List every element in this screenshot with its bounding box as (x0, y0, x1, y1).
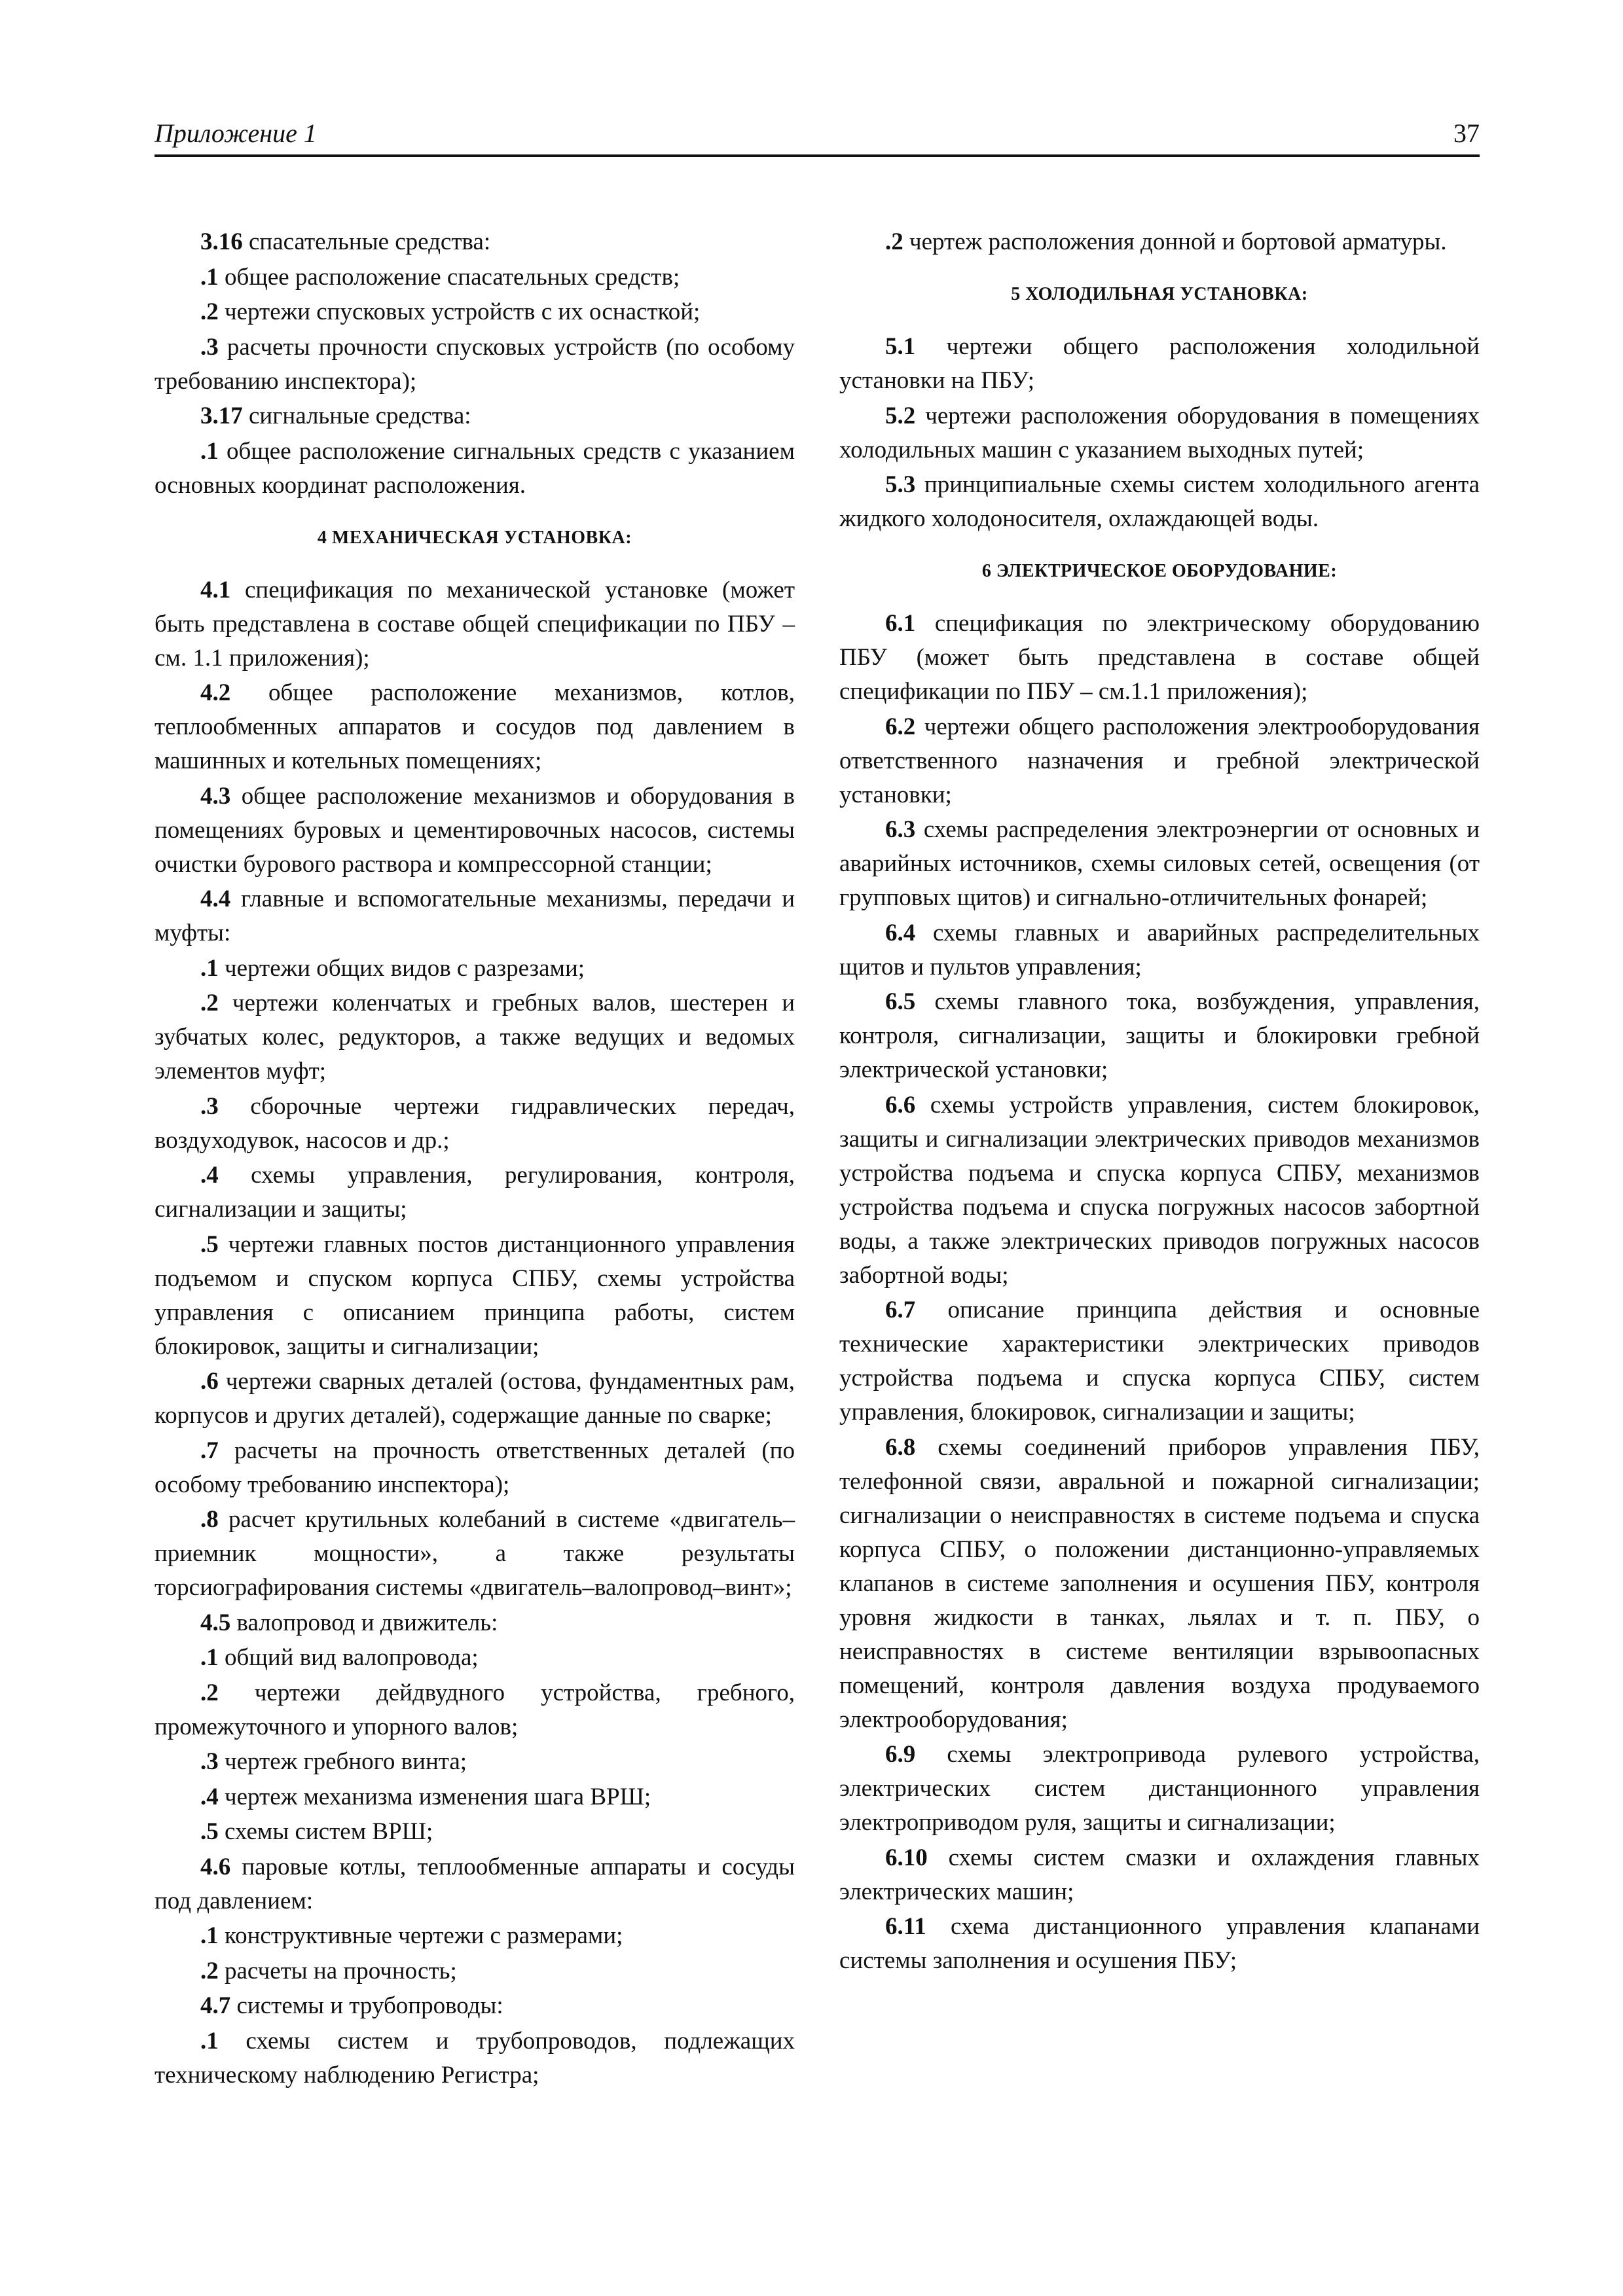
item-number: .2 (200, 1679, 219, 1706)
list-item (839, 1293, 1480, 1429)
item-text: общее расположение механизмов, котлов, теплообменных аппаратов и сосудов под давлением в машинных и котельных помещениях; (155, 679, 795, 774)
item-number: 6.5 (885, 988, 916, 1015)
item-number: .1 (200, 954, 219, 982)
list-item (155, 1158, 795, 1227)
section-heading: 6 ЭЛЕКТРИЧЕСКОЕ ОБОРУДОВАНИЕ: (981, 561, 1338, 581)
item-text: спецификация по электрическому оборудованию ПБУ (может быть представлена в составе общей спецификации по ПБУ – см.1.1 приложения); (839, 610, 1480, 705)
item-number: .6 (200, 1368, 219, 1395)
list-item (839, 468, 1480, 536)
item-number: .1 (200, 2027, 219, 2054)
item-text: общий вид валопровода; (218, 1644, 479, 1671)
list-item (155, 780, 795, 882)
item-number: 6.8 (885, 1433, 916, 1461)
item-number: .8 (200, 1506, 219, 1533)
item-number: .5 (200, 1230, 219, 1258)
item-number: .1 (200, 1644, 219, 1671)
list-item (155, 1954, 795, 1988)
item-text: чертежи спусковых устройств с их оснасткой; (218, 298, 701, 325)
item-text: чертежи коленчатых и гребных валов, шестерен и зубчатых колес, редукторов, а также ведущих и ведомых элементов муфт; (155, 990, 795, 1085)
item-text: сборочные чертежи гидравлических передач, воздуходувок, насосов и др.; (155, 1092, 795, 1154)
running-title: Приложение 1 (155, 118, 317, 148)
item-number: 6.3 (885, 816, 916, 843)
list-item (839, 1088, 1480, 1293)
list-item (839, 1910, 1480, 1978)
item-text: чертежи сварных деталей (остова, фундаментных рам, корпусов и других деталей), содержащие данные по сварке; (155, 1368, 795, 1429)
list-item (839, 607, 1480, 709)
item-number: 5.3 (885, 471, 916, 498)
item-text: схемы главного тока, возбуждения, управления, контроля, сигнализации, защиты и блокировки гребной электрической установки; (839, 988, 1480, 1083)
item-number: 5.1 (885, 333, 916, 360)
page-number: 37 (1453, 118, 1480, 148)
item-text: схемы систем и трубопроводов, подлежащих техническому наблюдению Регистра; (155, 2027, 795, 2089)
list-item (155, 1606, 795, 1640)
item-number: .3 (200, 1092, 219, 1120)
item-number: 6.2 (885, 713, 916, 740)
list-item (155, 1503, 795, 1605)
list-item (155, 1745, 795, 1779)
item-text: схемы устройств управления, систем блокировок, защиты и сигнализации электрических приводов механизмов устройства подъема и спуска корпуса СПБУ, механизмов устройства подъема и спуска погружных насосов забортной воды, а также электрических приводов погружных насосов забортной воды; (839, 1091, 1480, 1289)
item-number: 4.6 (200, 1853, 231, 1880)
item-text: схемы соединений приборов управления ПБУ, телефонной связи, авральной и пожарной сигнализации; сигнализации о неисправностях в системе подъема и спуска корпуса СПБУ, о положении дистанционно-управляемых клапанов в системе заполнения и осушения ПБУ, контроля уровня жидкости в танках, льялах и т. п. ПБУ, о неисправностях в системе вентиляции взрывоопасных помещений, контроля давления воздуха продуваемого электрооборудования; (839, 1433, 1480, 1733)
item-number: 3.16 (200, 228, 243, 255)
item-text: расчеты прочности спусковых устройств (по особому требованию инспектора); (155, 333, 795, 395)
item-text: чертежи общих видов с разрезами; (218, 954, 585, 982)
item-number: 4.4 (200, 886, 231, 912)
item-number: 6.1 (885, 610, 916, 637)
list-item (839, 985, 1480, 1087)
item-text: общее расположение спасательных средств; (218, 263, 680, 291)
list-item (155, 1989, 795, 2023)
item-number: 6.4 (885, 919, 916, 946)
item-text: спасательные средства: (242, 228, 491, 255)
item-text: чертеж расположения донной и бортовой арматуры. (903, 228, 1447, 255)
list-item (155, 1780, 795, 1814)
item-text: схема дистанционного управления клапанами системы заполнения и осушения ПБУ; (839, 1913, 1480, 1974)
list-item (155, 399, 795, 433)
list-item (839, 330, 1480, 398)
list-item (155, 1434, 795, 1502)
page-header (155, 115, 1480, 157)
item-text: чертежи общего расположения электрооборудования ответственного назначения и гребной электрической установки; (839, 713, 1480, 808)
list-item (155, 331, 795, 399)
item-number: 6.10 (885, 1844, 928, 1871)
list-item (839, 916, 1480, 984)
list-item (155, 1365, 795, 1433)
item-text: схемы систем ВРШ; (218, 1818, 433, 1845)
item-number: 6.9 (885, 1741, 916, 1768)
list-item (155, 435, 795, 503)
item-text: чертежи главных постов дистанционного управления подъемом и спуском корпуса СПБУ, схемы устройства управления с описанием принципа работы, систем блокировок, защиты и сигнализации; (155, 1230, 795, 1360)
item-number: 4.3 (200, 782, 231, 810)
item-number: .3 (200, 1748, 219, 1775)
item-text: паровые котлы, теплообменные аппараты и сосуды под давлением: (155, 1853, 795, 1914)
list-item (839, 1841, 1480, 1909)
item-number: 4.5 (200, 1609, 231, 1636)
item-text: главные и вспомогательные механизмы, передачи и муфты: (155, 886, 795, 946)
list-item (155, 573, 795, 675)
item-text: схемы распределения электроэнергии от основных и аварийных источников, схемы силовых сетей, освещения (от групповых щитов) и сигнально-отличительных фонарей; (839, 816, 1480, 911)
item-text: расчет крутильных колебаний в системе «двигатель–приемник мощности», а также результаты торсиографирования системы «двигатель–валопровод–винт»; (155, 1506, 795, 1601)
item-number: .1 (200, 1922, 219, 1949)
list-item (839, 710, 1480, 812)
item-text: спецификация по механической установке (может быть представлена в составе общей спецификации по ПБУ – см. 1.1 приложения); (155, 576, 795, 672)
list-item (839, 1738, 1480, 1840)
list-item (155, 1815, 795, 1849)
list-item (155, 882, 795, 950)
left-column (155, 225, 795, 2093)
list-item (155, 1850, 795, 1918)
item-text: общее расположение сигнальных средств с указанием основных координат расположения. (155, 437, 795, 499)
item-number: 4.7 (200, 1992, 231, 2019)
item-text: общее расположение механизмов и оборудования в помещениях буровых и цементировочных насосов, системы очистки бурового раствора и компрессорной станции; (155, 782, 795, 878)
item-text: чертежи расположения оборудования в помещениях холодильных машин с указанием выходных путей; (839, 402, 1480, 463)
item-number: .7 (200, 1437, 219, 1464)
list-item (839, 1431, 1480, 1737)
item-text: чертежи общего расположения холодильной установки на ПБУ; (839, 333, 1480, 394)
item-number: .2 (200, 990, 219, 1016)
item-text: валопровод и движитель: (230, 1609, 498, 1636)
list-item (155, 952, 795, 986)
item-number: 4.1 (200, 576, 231, 603)
item-number: 4.2 (200, 679, 231, 706)
item-text: сигнальные средства: (242, 403, 471, 429)
list-item (839, 399, 1480, 467)
item-text: схемы управления, регулирования, контроля, сигнализации и защиты; (155, 1162, 795, 1223)
item-number: .4 (200, 1783, 219, 1810)
section-heading: 4 МЕХАНИЧЕСКАЯ УСТАНОВКА: (317, 527, 632, 548)
list-item (839, 813, 1480, 915)
item-text: чертеж гребного винта; (218, 1748, 467, 1775)
item-text: системы и трубопроводы: (230, 1992, 503, 2019)
list-item (839, 225, 1480, 259)
item-number: 6.7 (885, 1297, 916, 1323)
list-item (155, 260, 795, 295)
item-text: схемы электропривода рулевого устройства, электрических систем дистанционного управления электроприводом руля, защиты и сигнализации; (839, 1741, 1480, 1836)
item-number: 6.11 (885, 1913, 926, 1940)
item-number: 6.6 (885, 1091, 916, 1119)
item-text: принципиальные схемы систем холодильного агента жидкого холодоносителя, охлаждающей воды. (839, 471, 1480, 532)
list-item (155, 1676, 795, 1744)
item-text: схемы главных и аварийных распределительных щитов и пультов управления; (839, 919, 1480, 980)
list-item (155, 225, 795, 259)
item-number: .2 (200, 1957, 219, 1984)
item-number: .1 (200, 263, 219, 291)
list-item (155, 1919, 795, 1953)
item-text: расчеты на прочность ответственных деталей (по особому требованию инспектора); (155, 1437, 795, 1498)
list-item (155, 1228, 795, 1364)
item-number: .4 (200, 1162, 219, 1189)
item-number: 3.17 (200, 403, 243, 429)
item-text: чертежи дейдвудного устройства, гребного, промежуточного и упорного валов; (155, 1679, 795, 1740)
list-item (155, 295, 795, 329)
item-number: .3 (200, 333, 219, 361)
item-text: конструктивные чертежи с размерами; (218, 1922, 623, 1949)
item-number: .2 (885, 228, 903, 255)
item-text: схемы систем смазки и охлаждения главных электрических машин; (839, 1844, 1480, 1905)
item-number: .1 (200, 437, 219, 465)
right-column (839, 225, 1480, 1979)
list-item (155, 676, 795, 778)
item-text: чертеж механизма изменения шага ВРШ; (218, 1783, 651, 1810)
section-heading: 5 ХОЛОДИЛЬНАЯ УСТАНОВКА: (1011, 284, 1308, 304)
list-item (155, 986, 795, 1088)
list-item (155, 1090, 795, 1158)
item-text: описание принципа действия и основные технические характеристики электрических приводов устройства подъема и спуска корпуса СПБУ, систем управления, блокировок, сигнализации и защиты; (839, 1297, 1480, 1426)
item-text: расчеты на прочность; (218, 1957, 457, 1984)
item-number: .2 (200, 298, 219, 325)
list-item (155, 1641, 795, 1675)
item-number: .5 (200, 1818, 219, 1845)
list-item (155, 2024, 795, 2092)
item-number: 5.2 (885, 402, 916, 429)
